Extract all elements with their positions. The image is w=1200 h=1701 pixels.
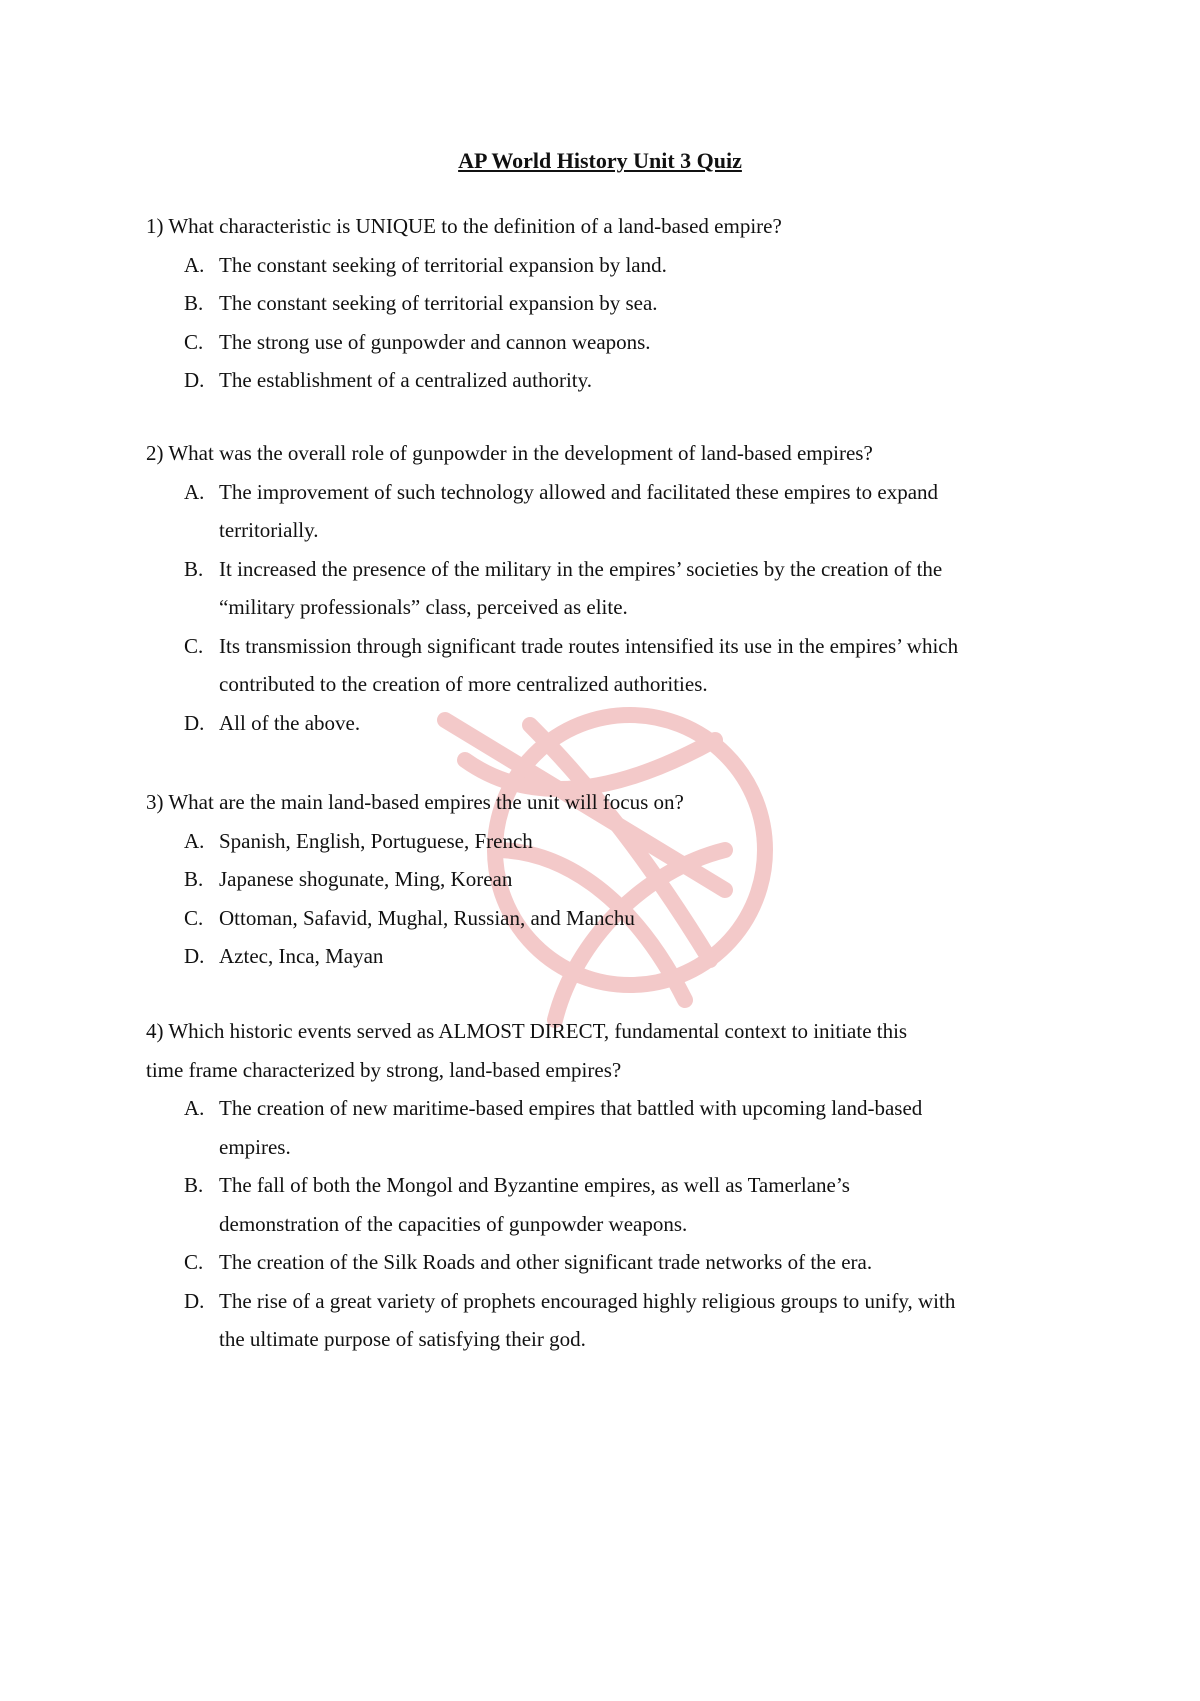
- question-2-text: 2) What was the overall role of gunpowder in the development of land-based empires?: [146, 441, 873, 465]
- option-letter: A.: [184, 479, 205, 504]
- option-text: It increased the presence of the military in the empires’ societies by the creation of the: [219, 556, 943, 581]
- option-letter: B.: [184, 291, 204, 315]
- option-text: The creation of new maritime-based empires that battled with upcoming land-based: [219, 1096, 923, 1120]
- option-letter: D.: [184, 944, 205, 968]
- option-text: Ottoman, Safavid, Mughal, Russian, and Manchu: [219, 905, 635, 930]
- page-title: AP World History Unit 3 Quiz: [458, 148, 742, 173]
- option-text: The constant seeking of territorial expansion by land.: [219, 252, 667, 277]
- option-letter: A.: [184, 1096, 205, 1120]
- option-text: The constant seeking of territorial expansion by sea.: [219, 291, 658, 315]
- option-letter: C.: [184, 1250, 204, 1274]
- option-text: The establishment of a centralized authority.: [219, 368, 592, 392]
- option-text: empires.: [219, 1134, 291, 1159]
- option-text: contributed to the creation of more centralized authorities.: [219, 672, 708, 696]
- question-4-text: 4) Which historic events served as ALMOST DIRECT, fundamental context to initiate this: [146, 1019, 908, 1043]
- question-3-text: 3) What are the main land-based empires the unit will focus on?: [146, 790, 684, 814]
- option-letter: D.: [184, 368, 205, 392]
- option-text: The strong use of gunpowder and cannon weapons.: [219, 329, 651, 354]
- option-letter: A.: [184, 828, 205, 853]
- option-text: the ultimate purpose of satisfying their god.: [219, 1327, 586, 1351]
- option-letter: A.: [184, 252, 205, 277]
- option-text: territorially.: [219, 518, 319, 542]
- question-1-text: 1) What characteristic is UNIQUE to the definition of a land-based empire?: [146, 214, 782, 238]
- option-letter: C.: [184, 329, 204, 354]
- option-text: Its transmission through significant trade routes intensified its use in the empires’ which: [219, 633, 959, 658]
- option-letter: B.: [184, 1173, 204, 1197]
- option-text: The rise of a great variety of prophets encouraged highly religious groups to unify, with: [219, 1288, 956, 1313]
- option-text: Spanish, English, Portuguese, French: [219, 828, 533, 853]
- option-letter: B.: [184, 556, 204, 581]
- option-text: Aztec, Inca, Mayan: [219, 944, 384, 968]
- option-text: demonstration of the capacities of gunpowder weapons.: [219, 1211, 688, 1236]
- question-4-text: time frame characterized by strong, land-based empires?: [146, 1057, 622, 1082]
- option-letter: D.: [184, 1288, 205, 1313]
- option-text: Japanese shogunate, Ming, Korean: [219, 867, 513, 891]
- option-letter: D.: [184, 710, 205, 735]
- option-text: All of the above.: [219, 710, 361, 735]
- option-letter: C.: [184, 633, 204, 658]
- option-text: The fall of both the Mongol and Byzantine empires, as well as Tamerlane’s: [219, 1173, 850, 1197]
- option-letter: C.: [184, 905, 204, 930]
- option-text: The improvement of such technology allowed and facilitated these empires to expand: [219, 479, 939, 504]
- option-letter: B.: [184, 867, 204, 891]
- option-text: The creation of the Silk Roads and other significant trade networks of the era.: [219, 1250, 873, 1274]
- option-text: “military professionals” class, perceived as elite.: [219, 595, 628, 619]
